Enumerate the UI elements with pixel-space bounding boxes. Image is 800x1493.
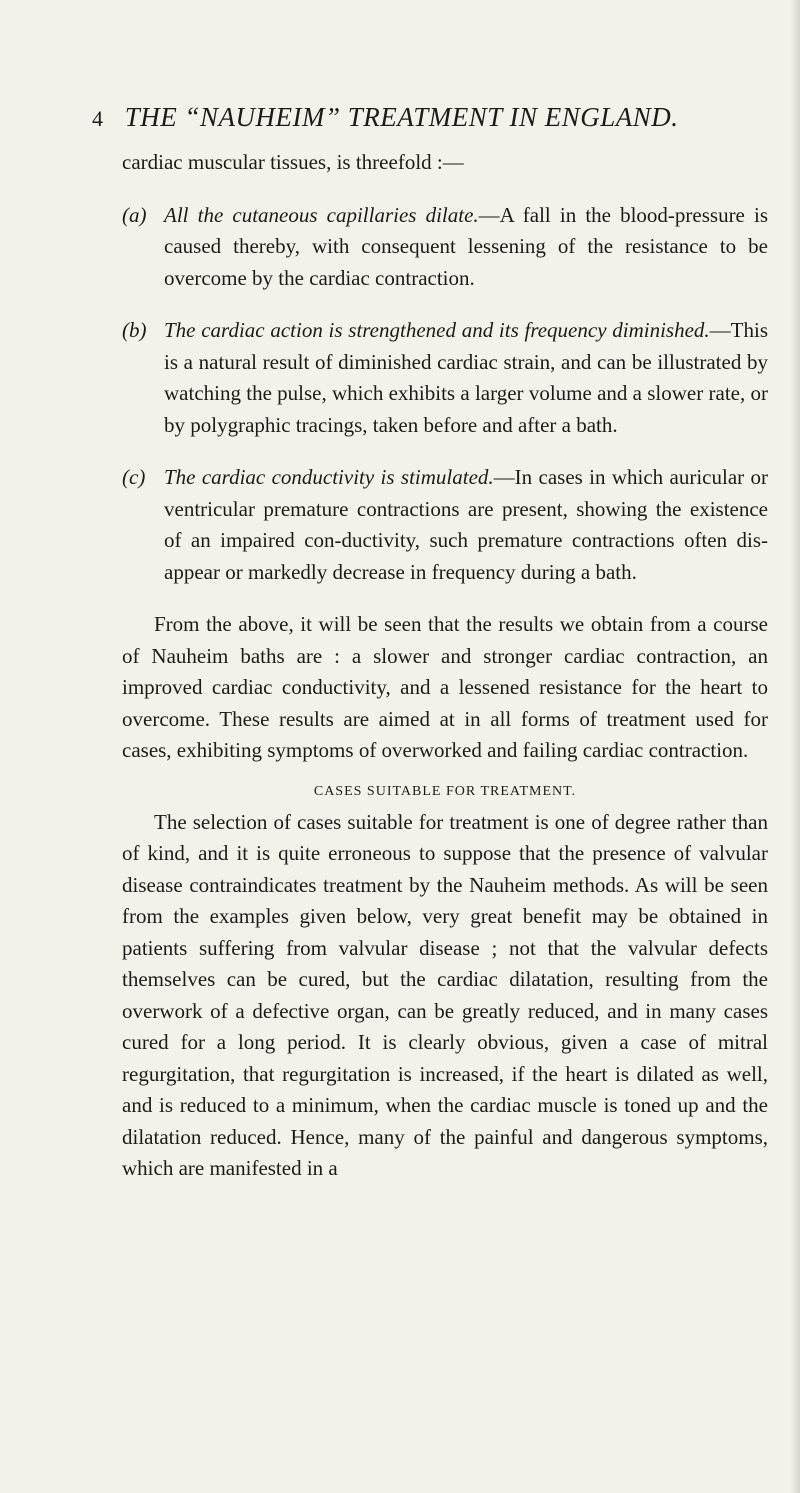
page-body bbox=[122, 147, 768, 1185]
list-item-c bbox=[122, 462, 768, 588]
section-heading: CASES SUITABLE FOR TREATMENT. bbox=[313, 783, 577, 799]
item-text: —In cases in which auricular or ventricular premature contractions are present, showing the existence of an impaired con-ductivity, such premature contractions often dis-appear or markedly decrease in frequency during a bath. bbox=[164, 465, 768, 584]
intro-line: cardiac muscular tissues, is threefold :— bbox=[122, 150, 464, 174]
item-text: —A fall in the blood-pressure is caused thereby, with consequent lessening of the resistance to be overcome by the cardiac contraction. bbox=[164, 202, 768, 290]
summary-paragraph: From the above, it will be seen that the results we obtain from a course of Nauheim baths are : a slower and stronger cardiac contraction, an improved cardiac conductivity, and a lessened resistance for the heart to overcome. These results are aimed at in all forms of treatment used for cases, exhibiting symptoms of overworked and failing cardiac contraction. bbox=[122, 612, 768, 762]
running-title: THE “NAUHEIM” TREATMENT IN ENGLAND. bbox=[124, 102, 679, 132]
item-lead: All the cutaneous capillaries dilate. bbox=[164, 202, 479, 227]
page-edge-shadow bbox=[790, 0, 800, 1493]
item-label: (b) bbox=[122, 318, 147, 342]
item-lead: The cardiac conductivity is stimulated. bbox=[164, 465, 494, 489]
item-label: (a) bbox=[122, 202, 147, 227]
item-text: —This is a natural result of diminished cardiac strain, and can be illustrated by watching the pulse, which exhibits a larger volume and a slower rate, or by polygraphic tracings, taken before and after a bath. bbox=[164, 318, 768, 437]
running-header bbox=[92, 102, 679, 133]
page-number: 4 bbox=[92, 106, 104, 131]
item-label: (c) bbox=[122, 465, 146, 489]
list-item-b bbox=[122, 315, 768, 441]
section-paragraph: The selection of cases suitable for treatment is one of degree rather than of kind, and it is quite erroneous to suppose that the presence of valvular disease contraindicates treatment by the Nauheim methods. As will be seen from the examples given below, very great benefit may be obtained in patients suffering from valvular disease ; not that the valvular defects themselves can be cured, but the cardiac dilatation, resulting from the overwork of a defective organ, can be greatly reduced, and in many cases cured for a long period. It is clearly obvious, given a case of mitral regurgitation, that regurgitation is increased, if the heart is dilated as well, and is reduced to a minimum, when the cardiac muscle is toned up and the dilatation reduced. Hence, many of the painful and dangerous symptoms, which are manifested in a bbox=[122, 809, 768, 1180]
list-item-a bbox=[122, 200, 768, 295]
item-lead: The cardiac action is strengthened and its frequency diminished. bbox=[164, 318, 710, 342]
